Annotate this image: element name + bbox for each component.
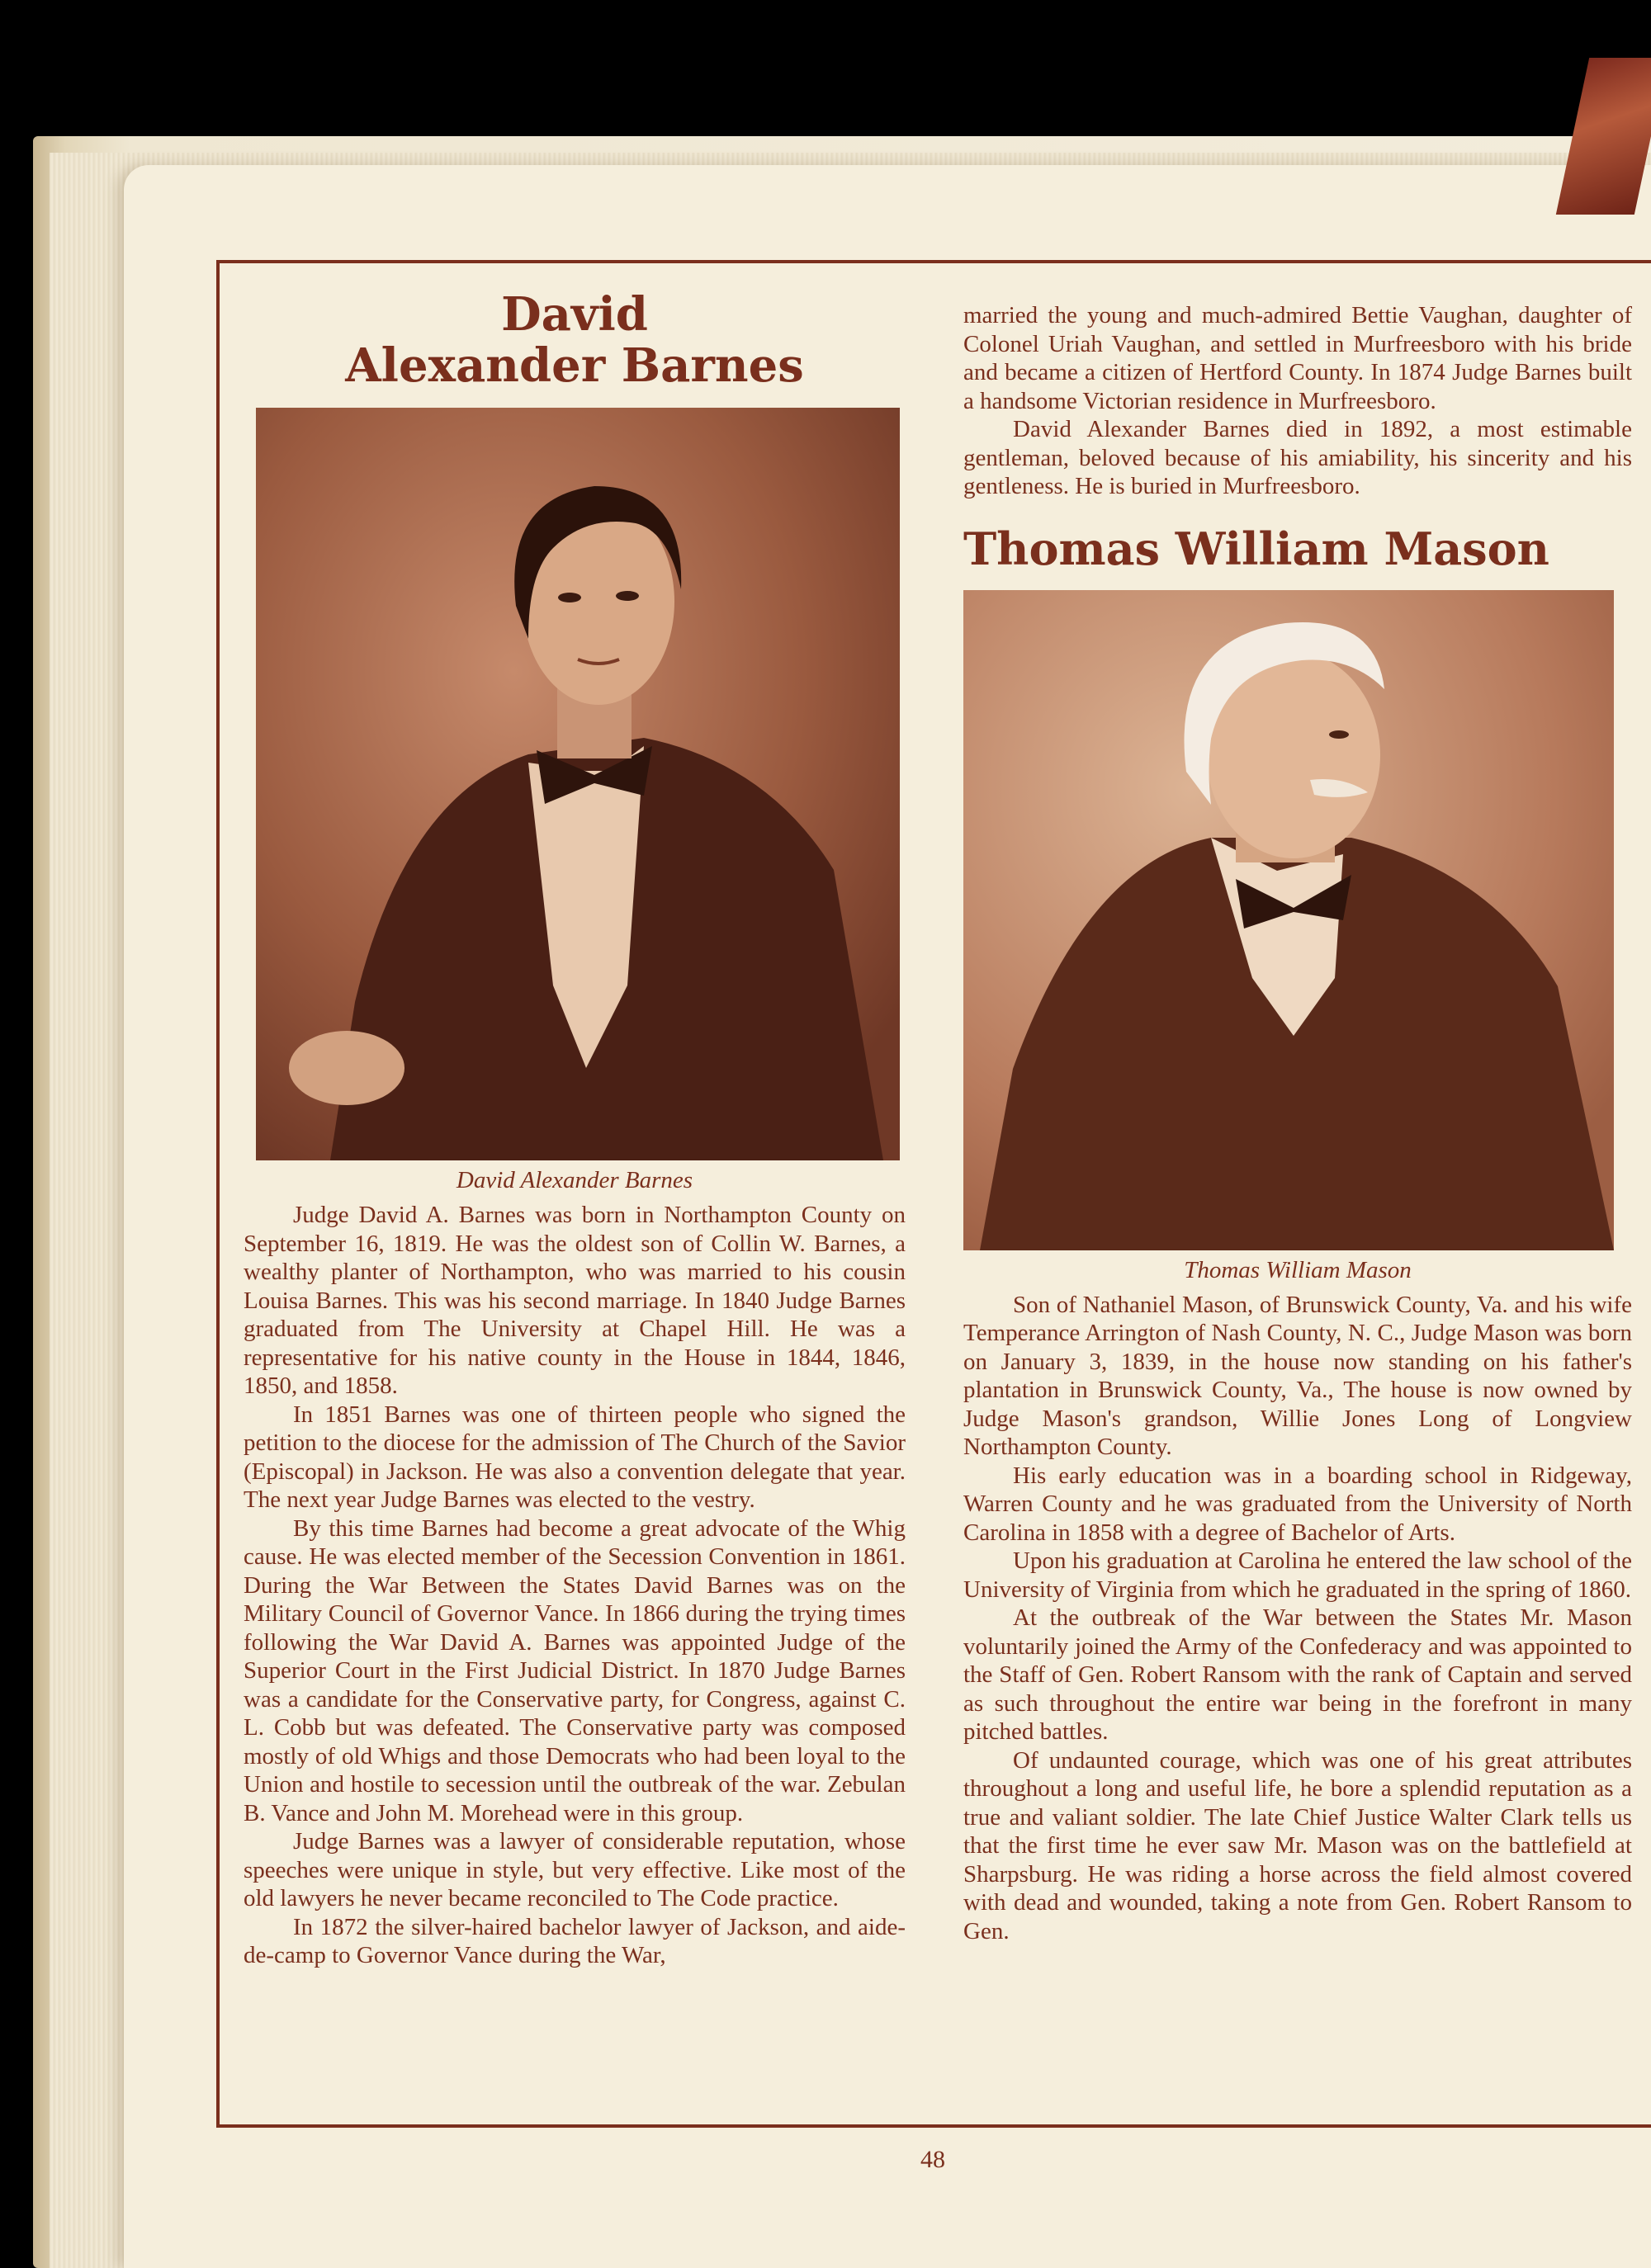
barnes-paragraph-2: In 1851 Barnes was one of thirteen people who signed the petition to the diocese for the admission of The Church of the Savior (Episcopal) in Jackson. He was also a convention delegate that year. The next year Judge Barnes was elected to the vestry.: [244, 1401, 906, 1513]
mason-title: Thomas William Mason: [963, 522, 1549, 575]
barnes-portrait-image: [256, 408, 900, 1160]
mason-portrait: [963, 590, 1614, 1250]
mason-paragraph-2: His early education was in a boarding school in Ridgeway, Warren County and he was graduated from the University of North Carolina in 1858 with a degree of Bachelor of Arts.: [963, 1462, 1632, 1546]
barnes-continued: [963, 301, 1632, 501]
barnes-paragraph-5: In 1872 the silver-haired bachelor lawyer of Jackson, and aide-de-camp to Governor Vance during the War,: [244, 1913, 906, 1968]
barnes-paragraph-1: Judge David A. Barnes was born in Northampton County on September 16, 1819. He was the oldest son of Collin W. Barnes, a wealthy planter of Northampton, who was married to his cousin Louisa Barnes. This was his second marriage. In 1840 Judge Barnes graduated from The University at Chapel Hill. He was a representative for his native county in the House in 1844, 1846, 1850, and 1858.: [244, 1202, 906, 1399]
barnes-title-line1: David: [501, 287, 648, 342]
mason-paragraph-3: Upon his graduation at Carolina he entered the law school of the University of Virginia from which he graduated in the spring of 1860.: [963, 1547, 1632, 1603]
mason-paragraph-1: Son of Nathaniel Mason, of Brunswick County, Va. and his wife Temperance Arrington of Nash County, N. C., Judge Mason was born on January 3, 1839, in the house now standing on his father's plantation in Brunswick County, Va., The house is now owned by Judge Mason's grandson, Willie Jones Long of Longview Northampton County.: [963, 1291, 1632, 1460]
barnes-caption: David Alexander Barnes: [456, 1167, 693, 1193]
barnes-portrait: [256, 408, 900, 1160]
barnes-title-line2: Alexander Barnes: [345, 338, 804, 393]
mason-paragraph-5: Of undaunted courage, which was one of his great attributes throughout a long and useful life, he bore a splendid reputation as a true and valiant soldier. The late Chief Justice Walter Clark tells us that the first time he ever saw Mr. Mason was on the battlefield at Sharpsburg. He was riding a horse across the field almost covered with dead and wounded, taking a note from Gen. Robert Ransom to Gen.: [963, 1746, 1632, 1944]
mason-paragraph-4: At the outbreak of the War between the States Mr. Mason voluntarily joined the Army of the Confederacy and was appointed to the Staff of Gen. Robert Ransom with the rank of Captain and served as such throughout the entire war being in the forefront in many pitched battles.: [963, 1604, 1632, 1745]
mason-portrait-image: [963, 590, 1614, 1250]
left-column: [244, 289, 906, 1970]
barnes-body: [244, 1201, 906, 1970]
right-column: [963, 301, 1632, 1945]
barnes-title: [244, 289, 906, 391]
barnes-continued-paragraph-1: married the young and much-admired Bettie Vaughan, daughter of Colonel Uriah Vaughan, and settled in Murfreesboro with his bride and became a citizen of Hertford County. In 1874 Judge Barnes built a handsome Victorian residence in Murfreesboro.: [963, 302, 1632, 414]
mason-body: [963, 1291, 1632, 1946]
page-number: 48: [920, 2146, 945, 2173]
barnes-paragraph-3: By this time Barnes had become a great advocate of the Whig cause. He was elected member of the Secession Convention in 1861. During the War Between the States David Barnes was on the Military Council of Governor Vance. In 1866 during the trying times following the War David A. Barnes was appointed Judge of the Superior Court in the First Judicial District. In 1870 Judge Barnes was a candidate for the Conservative party, for Congress, against C. L. Cobb but was defeated. The Conservative party was composed mostly of old Whigs and those Democrats who had been loyal to the Union and hostile to secession until the outbreak of the war. Zebulan B. Vance and John M. Morehead were in this group.: [244, 1514, 906, 1826]
barnes-continued-paragraph-2: David Alexander Barnes died in 1892, a most estimable gentleman, beloved because of his amiability, his sincerity and his gentleness. He is buried in Murfreesboro.: [963, 416, 1632, 499]
mason-caption: Thomas William Mason: [1184, 1256, 1412, 1283]
barnes-paragraph-4: Judge Barnes was a lawyer of considerable reputation, whose speeches were unique in style, but very effective. Like most of the old lawyers he never became reconciled to The Code practice.: [244, 1828, 906, 1911]
